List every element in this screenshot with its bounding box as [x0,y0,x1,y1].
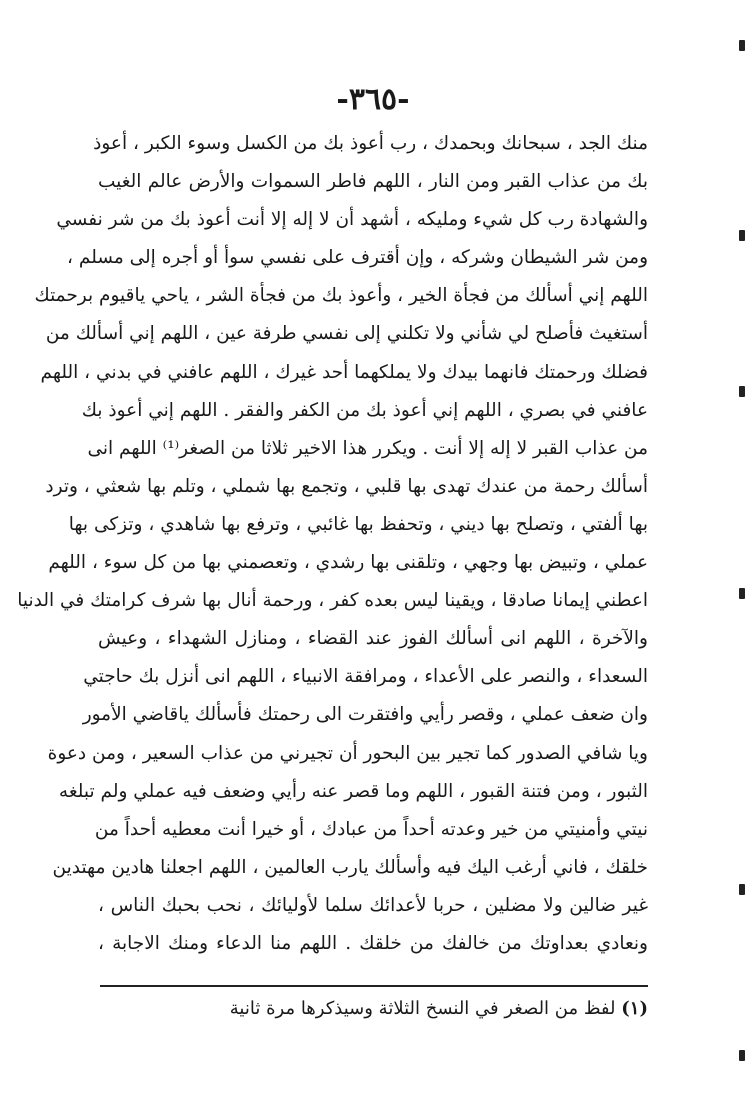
scan-edge-mark [739,40,745,51]
text-line: السعداء ، والنصر على الأعداء ، ومرافقة الانبياء ، اللهم انى أنزل بك حاجتي [83,666,648,688]
scan-edge-mark [739,884,745,895]
page-number: -٣٦٥- [336,82,410,117]
footnote [98,998,648,1019]
text-line: فضلك ورحمتك فانهما بيدك ولا يملكهما أحد غيرك ، اللهم عافني في بدني ، اللهم [40,361,648,383]
text-line: اللهم إني أسألك من فجأة الخير ، وأعوذ بك من فجأة الشر ، ياحي ياقيوم برحمتك [34,285,648,307]
scan-edge-mark [739,386,745,397]
text-line: اعطني إيمانا صادقا ، ويقينا ليس بعده كفر ، ورحمة أنال بها شرف كرامتك في الدنيا [17,590,648,612]
scan-edge-mark [739,230,745,241]
text-line: نيتي وأمنيتي من خير وعدته أحداً من عبادك ، أو خيرا أنت معطيه أحداً من [94,818,648,840]
text-line: أسألك رحمة من عندك تهدى بها قلبي ، وتجمع بها شملي ، وتلم بها شعثي ، وترد [45,475,648,497]
text-line: والآخرة ، اللهم انى أسألك الفوز عند القضاء ، ومنازل الشهداء ، وعيش [98,628,648,650]
text-line: أستغيث فأصلح لي شأني ولا تكلني إلى نفسي طرفة عين ، اللهم إني أسألك من [45,323,648,345]
text-line: غير ضالين ولا مضلين ، حربا لأعدائك سلما لأوليائك ، نحب بحبك الناس ، [98,894,648,916]
text-line: بها ألفتي ، وتصلح بها ديني ، وتحفظ بها غائبي ، وترفع بها شاهدي ، وتزكى بها [68,513,648,535]
text-line: والشهادة رب كل شيء ومليكه ، أشهد أن لا إله إلا أنت أعوذ بك من شر نفسي [56,209,648,231]
text-line: من عذاب القبر لا إله إلا أنت . ويكرر هذا الاخير ثلاثا من الصغر⁽¹⁾ اللهم انى [87,437,648,459]
text-line: منك الجد ، سبحانك وبحمدك ، رب أعوذ بك من الكسل وسوء الكبر ، أعوذ [93,133,648,154]
text-line: عملي ، وتبيض بها وجهي ، وتلقنى بها رشدي ، وتعصمني بها من كل سوء ، اللهم [48,552,648,574]
footnote-divider [100,985,648,987]
footnote-text: لفظ من الصغر في النسخ الثلاثة وسيذكرها مرة ثانية [229,998,616,1019]
text-line: ونعادي بعداوتك من خالفك من خلقك . اللهم منا الدعاء ومنك الاجابة ، [98,932,648,954]
footnote-marker: (١) [621,998,648,1019]
text-line: عافني في بصري ، اللهم إني أعوذ بك من الكفر والفقر . اللهم إني أعوذ بك [81,399,648,421]
text-line: وان ضعف عملي ، وقصر رأيي وافتقرت الى رحمتك فأسألك ياقاضي الأمور [82,704,648,726]
text-line: ومن شر الشيطان وشركه ، وإن أقترف على نفسي سوأ أو أجره إلى مسلم ، [67,247,648,269]
scan-edge-mark [739,588,745,599]
text-line: الثبور ، ومن فتنة القبور ، اللهم وما قصر عنه رأيي وضعف فيه عملي ولم تبلغه [58,780,648,802]
text-line: بك من عذاب القبر ومن النار ، اللهم فاطر السموات والأرض عالم الغيب [98,171,648,193]
text-line: خلقك ، فاني أرغب اليك فيه وأسألك يارب العالمين ، اللهم اجعلنا هادين مهتدين [52,856,648,878]
text-line: ويا شافي الصدور كما تجير بين البحور أن تجيرني من عذاب السعير ، ومن دعوة [47,742,648,764]
body-text [17,125,648,963]
scan-edge-mark [739,1050,745,1061]
